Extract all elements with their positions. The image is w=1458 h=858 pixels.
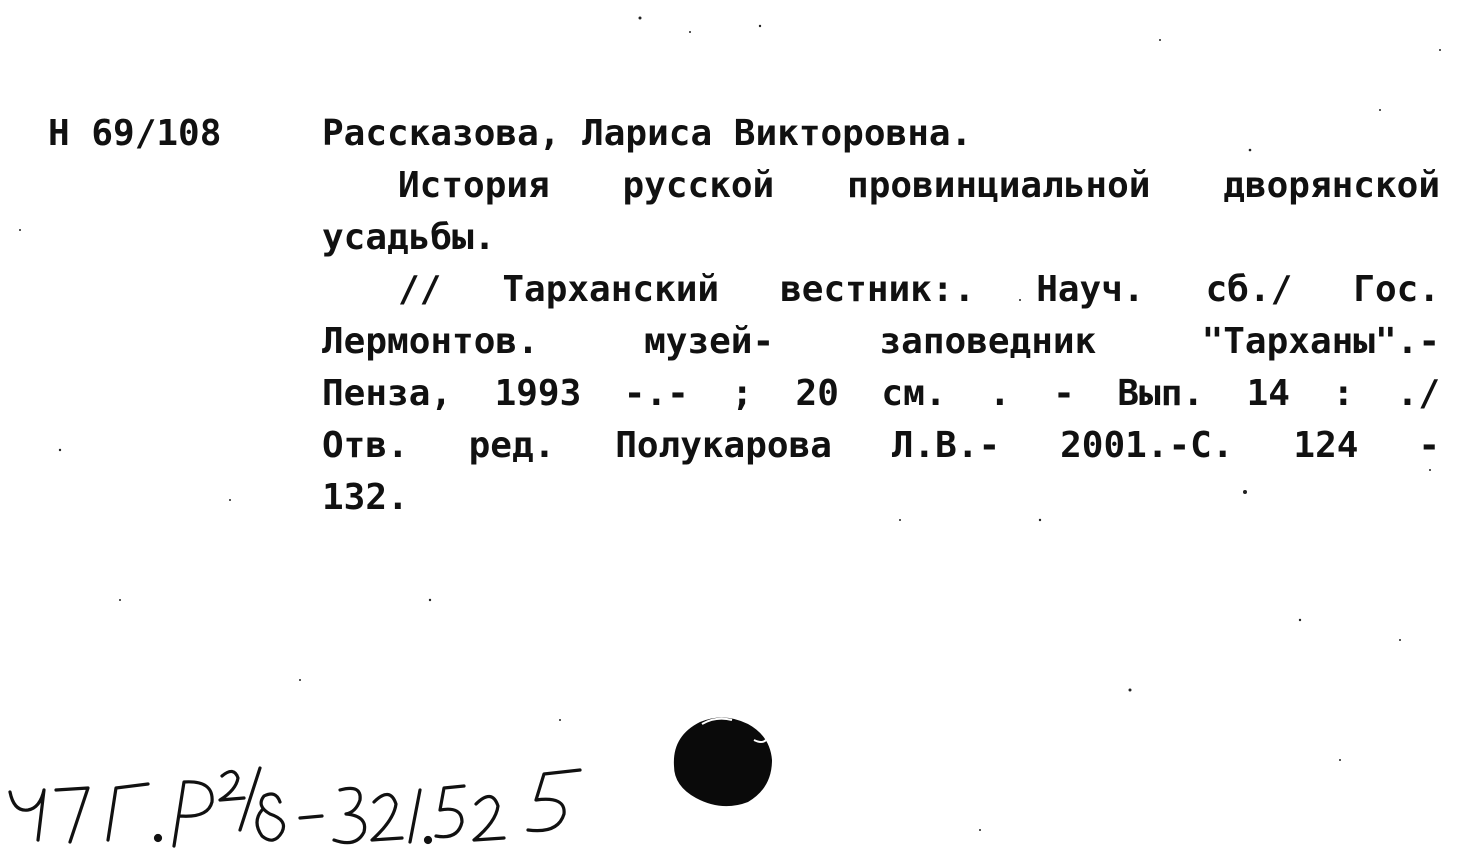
source-line-4: Отв. ред. Полукарова Л.В.- 2001.-С. 124 - — [322, 425, 1440, 466]
punch-hole — [666, 710, 778, 810]
handwritten-classification-note — [0, 760, 620, 855]
source-line-2: Лермонтов. музей- заповедник "Тарханы".- — [322, 321, 1440, 362]
title-line-1: История русской провинциальной дворянской — [398, 165, 1440, 206]
shelfmark: Н 69/108 — [48, 113, 222, 154]
title-line-2: усадьбы. — [322, 217, 496, 258]
source-line-5: 132. — [322, 477, 409, 518]
bibliographic-record — [322, 108, 1440, 524]
author-heading: Рассказова, Лариса Викторовна. — [322, 113, 973, 154]
source-line-3: Пенза, 1993 -.- ; 20 см. . - Вып. 14 : ./ — [322, 373, 1440, 414]
source-line-1: // Тарханский вестник:. Науч. сб./ Гос. — [398, 269, 1440, 310]
